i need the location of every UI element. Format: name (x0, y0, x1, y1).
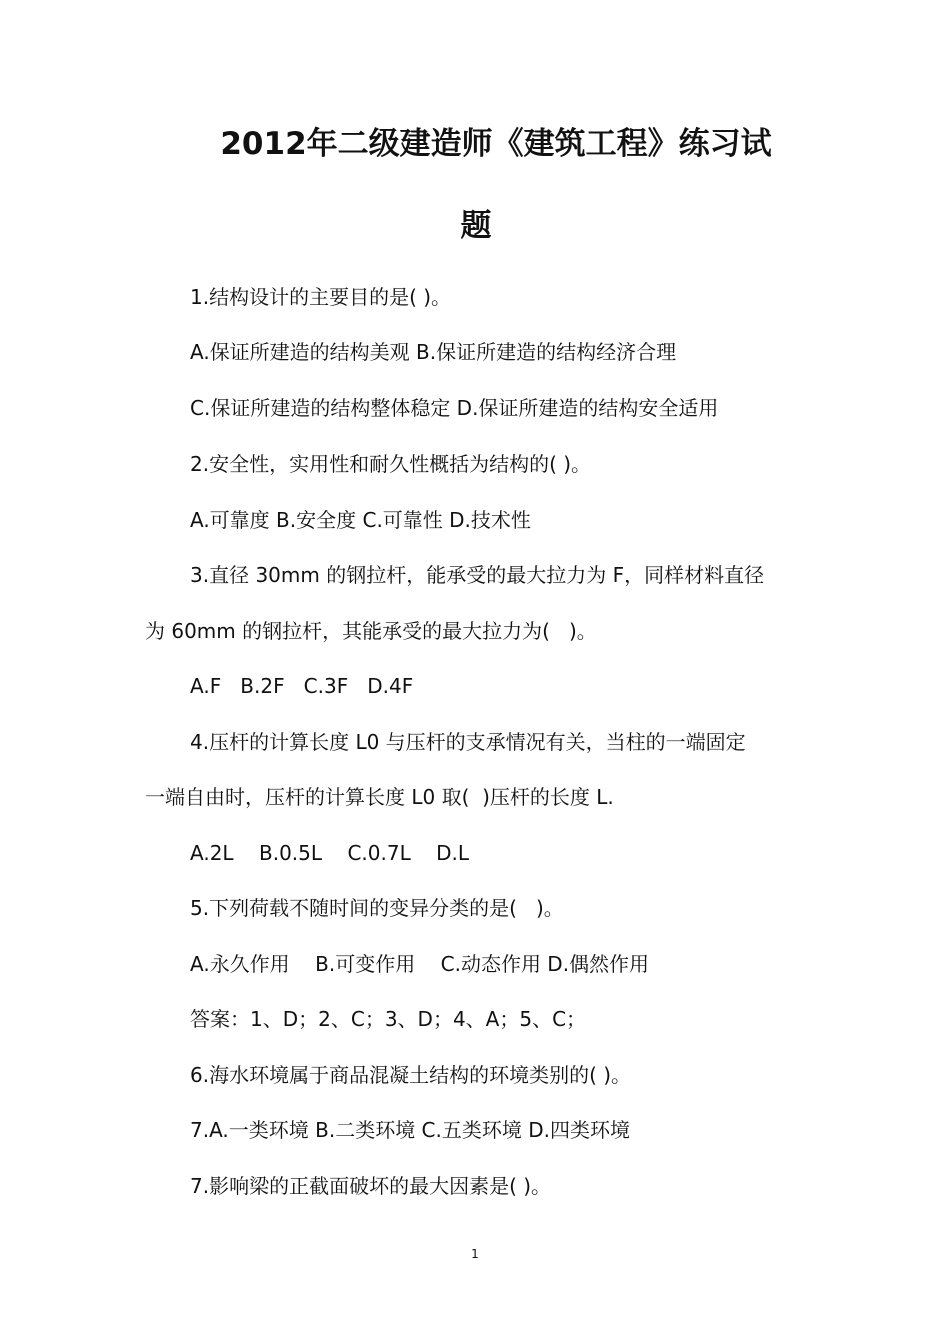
page-number: 1 (471, 1247, 479, 1261)
question-7: 7.影响梁的正截面破坏的最大因素是( )。 (190, 1174, 552, 1198)
question-5: 5.下列荷载不随时间的变异分类的是( )。 (190, 896, 564, 920)
question-1-options-ab: A.保证所建造的结构美观 B.保证所建造的结构经济合理 (190, 340, 677, 364)
answer-key: 答案：1、D；2、C；3、D；4、A；5、C； (190, 1007, 587, 1031)
question-1-options-cd: C.保证所建造的结构整体稳定 D.保证所建造的结构安全适用 (190, 396, 719, 420)
question-1: 1.结构设计的主要目的是( )。 (190, 285, 452, 309)
question-4-continued: 一端自由时，压杆的计算长度 L0 取( )压杆的长度 L. (145, 785, 614, 809)
document-title-line-1: 2012年二级建造师《建筑工程》练习试 (220, 126, 772, 162)
question-6-options: 7.A.一类环境 B.二类环境 C.五类环境 D.四类环境 (190, 1118, 630, 1142)
question-3-continued: 为 60mm 的钢拉杆，其能承受的最大拉力为( )。 (145, 619, 597, 643)
question-3: 3.直径 30mm 的钢拉杆，能承受的最大拉力为 F，同样材料直径 (190, 563, 765, 587)
question-3-options: A.F B.2F C.3F D.4F (190, 674, 414, 698)
question-2: 2.安全性，实用性和耐久性概括为结构的( )。 (190, 452, 592, 476)
question-5-options: A.永久作用 B.可变作用 C.动态作用 D.偶然作用 (190, 952, 650, 976)
question-4-options: A.2L B.0.5L C.0.7L D.L (190, 841, 470, 865)
document-title-line-2: 题 (460, 208, 492, 244)
question-2-options: A.可靠度 B.安全度 C.可靠性 D.技术性 (190, 508, 531, 532)
question-6: 6.海水环境属于商品混凝土结构的环境类别的( )。 (190, 1063, 632, 1087)
question-4: 4.压杆的计算长度 L0 与压杆的支承情况有关，当柱的一端固定 (190, 730, 746, 754)
